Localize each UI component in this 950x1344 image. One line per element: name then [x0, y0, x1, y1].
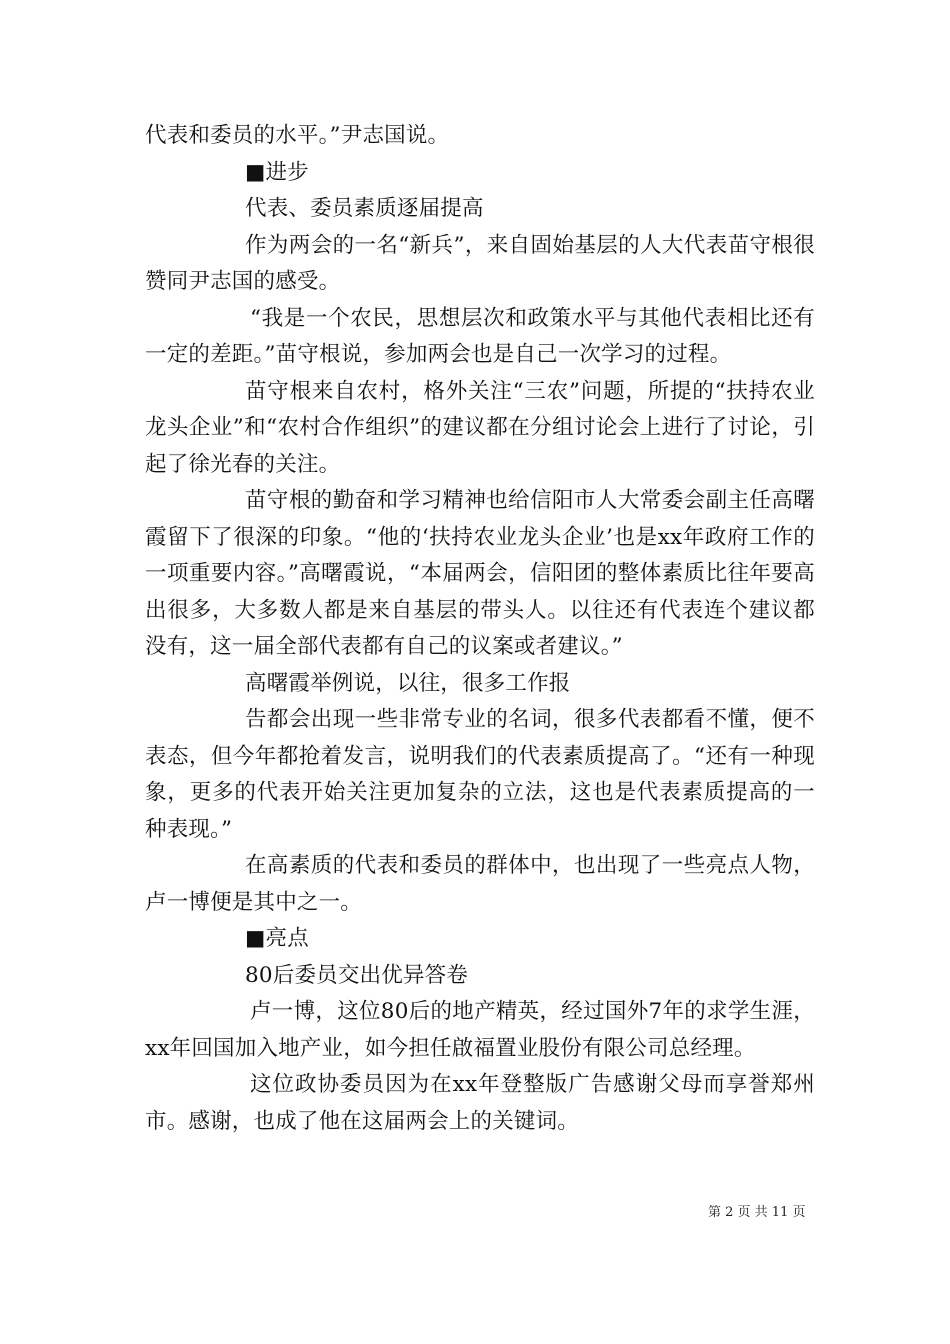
subheading-highlight: 80后委员交出优异答卷: [245, 962, 469, 988]
paragraph-2: 作为两会的一名“新兵”，来自固始基层的人大代表苗守根很赞同尹志国的感受。: [145, 232, 815, 294]
paragraph-3: “我是一个农民，思想层次和政策水平与其他代表相比还有一定的差距。”苗守根说，参加两会也是自己一次学习的过程。: [145, 305, 815, 367]
paragraph-9: 卢一博，这位80后的地产精英，经过国外7年的求学生涯，xx年回国加入地产业，如今担任啟福置业股份有限公司总经理。: [145, 999, 815, 1061]
paragraph-7: 告都会出现一些非常专业的名词，很多代表都看不懂，便不表态，但今年都抢着发言，说明我们的代表素质提高了。“还有一种现象，更多的代表开始关注更加复杂的立法，这也是代表素质提高的一种表现。”: [145, 707, 815, 842]
subheading-progress: 代表、委员素质逐届提高: [245, 196, 484, 221]
paragraph-4: 苗守根来自农村，格外关注“三农”问题，所提的“扶持农业龙头企业”和“农村合作组织”的建议都在分组讨论会上进行了讨论，引起了徐光春的关注。: [145, 378, 815, 477]
page-number-footer: 第 2 页 共 11 页: [708, 1205, 806, 1220]
paragraph-6: 高曙霞举例说，以往，很多工作报: [245, 670, 571, 696]
paragraph-5: 苗守根的勤奋和学习精神也给信阳市人大常委会副主任高曙霞留下了很深的印象。“他的‘扶持农业龙头企业’也是xx年政府工作的一项重要内容。”高曙霞说，“本届两会，信阳团的整体素质比往年要高出很多，大多数人都是来自基层的带头人。以往还有代表连个建议都没有，这一届全部代表都有自己的议案或者建议。”: [145, 488, 815, 659]
document-body: [145, 118, 815, 1140]
section-heading-progress: ■进步: [245, 159, 309, 185]
paragraph-10: 这位政协委员因为在xx年登整版广告感谢父母而享誉郑州市。感谢，也成了他在这届两会上的关键词。: [145, 1072, 815, 1134]
paragraph-1: 代表和委员的水平。”尹志国说。: [145, 123, 450, 148]
paragraph-8: 在高素质的代表和委员的群体中，也出现了一些亮点人物，卢一博便是其中之一。: [145, 853, 815, 915]
section-heading-highlight: ■亮点: [245, 926, 309, 951]
